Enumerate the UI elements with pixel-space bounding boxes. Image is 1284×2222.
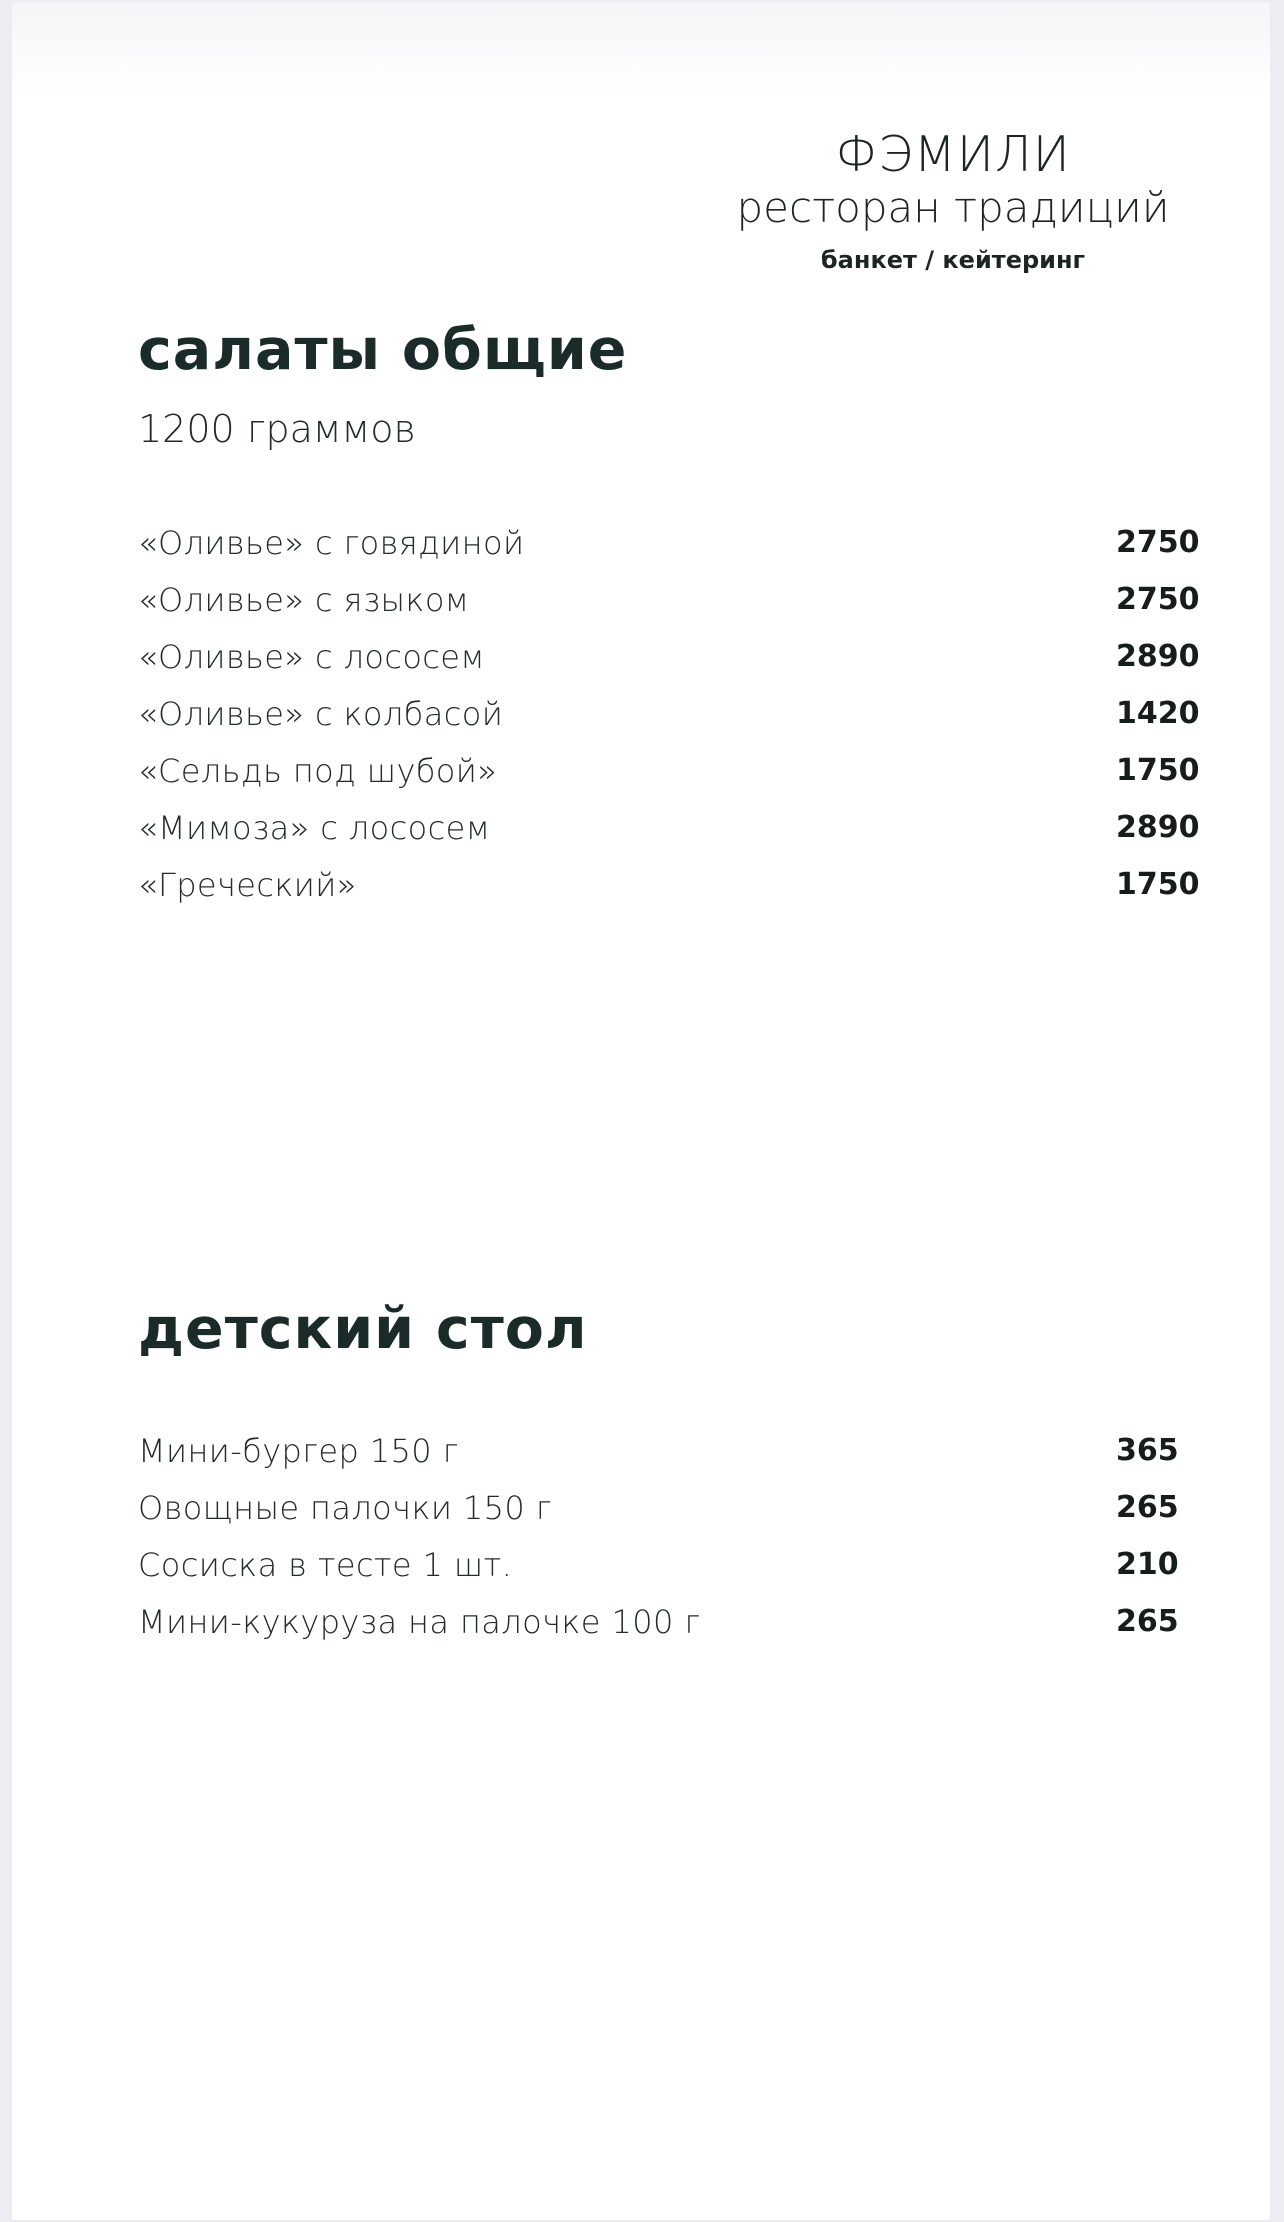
menu-item-row: [138, 747, 1198, 804]
menu-page: [12, 2, 1270, 2220]
menu-item-name: Овощные палочки 150 г: [138, 1489, 552, 1527]
menu-item-price: 265: [1116, 1604, 1179, 1639]
menu-item-price: 1750: [1116, 753, 1200, 788]
menu-item-name: «Мимоза» с лососем: [138, 809, 491, 847]
menu-item-row: [138, 1541, 1198, 1598]
menu-item-row: [138, 1484, 1198, 1541]
top-shadow: [12, 2, 1270, 94]
menu-item-name: «Греческий»: [138, 866, 357, 904]
salads-menu-list: [138, 519, 1198, 918]
menu-item-row: [138, 576, 1198, 633]
menu-item-row: [138, 804, 1198, 861]
section-title-kids-table: детский стол: [138, 1296, 588, 1362]
section-title-salads: салаты общие: [138, 317, 628, 383]
menu-item-name: «Сельдь под шубой»: [138, 752, 498, 790]
menu-item-price: 365: [1116, 1433, 1179, 1468]
menu-item-price: 265: [1116, 1490, 1179, 1525]
menu-item-price: 2750: [1116, 582, 1200, 617]
menu-item-price: 210: [1116, 1547, 1179, 1582]
kids-menu-list: [138, 1427, 1198, 1655]
menu-item-row: [138, 861, 1198, 918]
menu-item-row: [138, 690, 1198, 747]
menu-item-name: «Оливье» с говядиной: [138, 524, 525, 562]
menu-item-row: [138, 1598, 1198, 1655]
menu-item-price: 2890: [1116, 810, 1200, 845]
section-subtitle-salads: 1200 граммов: [138, 407, 416, 451]
menu-item-row: [138, 1427, 1198, 1484]
menu-item-price: 2890: [1116, 639, 1200, 674]
menu-item-price: 1750: [1116, 867, 1200, 902]
menu-item-row: [138, 519, 1198, 576]
restaurant-name: ФЭМИЛИ: [835, 126, 1071, 183]
menu-item-row: [138, 633, 1198, 690]
menu-item-name: Мини-бургер 150 г: [138, 1432, 459, 1470]
menu-item-name: Мини-кукуруза на палочке 100 г: [138, 1603, 701, 1641]
menu-item-name: Сосиска в тесте 1 шт.: [138, 1546, 513, 1584]
restaurant-tagline: ресторан традиций: [736, 183, 1170, 232]
menu-item-name: «Оливье» с языком: [138, 581, 470, 619]
menu-item-name: «Оливье» с колбасой: [138, 695, 504, 733]
menu-item-name: «Оливье» с лососем: [138, 638, 485, 676]
restaurant-header: [718, 127, 1188, 277]
menu-item-price: 2750: [1116, 525, 1200, 560]
restaurant-services: банкет / кейтеринг: [820, 246, 1086, 274]
menu-item-price: 1420: [1116, 696, 1200, 731]
